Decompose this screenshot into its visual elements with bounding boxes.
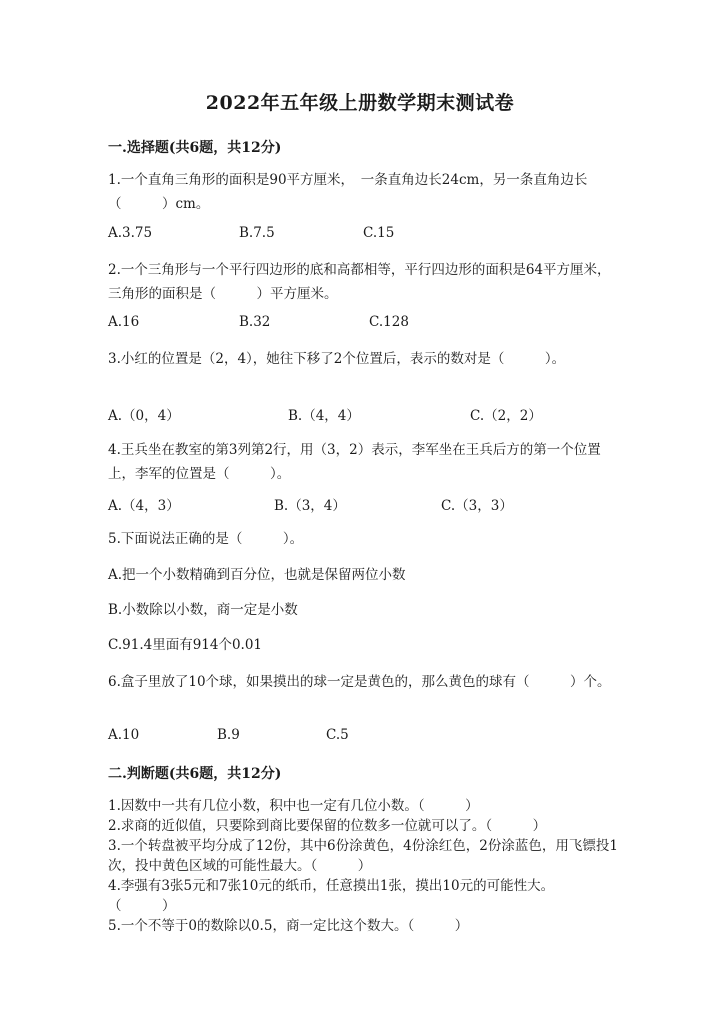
question-5-option-b: B.小数除以小数，商一定是小数 [108,602,298,618]
judge-question-2: 2.求商的近似值，只要除到商比要保留的位数多一位就可以了。（ ） [108,818,547,834]
section-heading-judge: 二.判断题(共6题，共12分) [108,766,282,782]
section-heading-choice: 一.选择题(共6题，共12分) [108,140,282,156]
judge-question-5: 5.一个不等于0的数除以0.5，商一定比这个数大。（ ） [108,918,469,934]
question-2: 2.一个三角形与一个平行四边形的底和高都相等，平行四边形的面积是64平方厘米，三角形的面积是（ ）平方厘米。 [108,262,611,302]
option-c: C.15 [363,225,395,241]
option-a: A.16 [108,314,140,330]
question-6: 6.盒子里放了10个球，如果摸出的球一定是黄色的，那么黄色的球有（ ）个。 [108,674,611,690]
judge-question-3: 3.一个转盘被平均分成了12份，其中6份涂黄色，4份涂红色，2份涂蓝色，用飞镖投1次，投中黄色区域的可能性最大。（ ） [108,838,618,874]
question-4: 4.王兵坐在教室的第3列第2行，用（3，2）表示，李军坐在王兵后方的第一个位置上，李军的位置是（ ）。 [108,442,601,482]
option-b: B.（4，4） [288,408,360,424]
question-1-options [108,225,628,245]
option-b: B.32 [239,314,271,330]
option-c: C.（3，3） [441,498,513,514]
option-c: C.5 [326,727,349,743]
page-title: 2022年五年级上册数学期末测试卷 [205,92,515,114]
question-5: 5.下面说法正确的是（ ）。 [108,531,304,547]
option-b: B.7.5 [239,225,275,241]
question-3-options [108,404,628,424]
question-6-options [108,727,628,747]
question-5-option-a: A.把一个小数精确到百分位，也就是保留两位小数 [108,567,406,583]
question-4-options [108,494,628,514]
question-1: 1.一个直角三角形的面积是90平方厘米， 一条直角边长24cm，另一条直角边长（ ）cm。 [108,172,588,212]
option-a: A.（0，4） [108,408,180,424]
option-a: A.3.75 [108,225,153,241]
option-a: A.10 [108,727,140,743]
judge-question-1: 1.因数中一共有几位小数，积中也一定有几位小数。（ ） [108,798,479,814]
option-b: B.9 [217,727,240,743]
question-2-options [108,314,628,334]
option-b: B.（3，4） [274,498,346,514]
option-c: C.128 [369,314,409,330]
question-5-option-c: C.91.4里面有914个0.01 [108,637,263,653]
question-3: 3.小红的位置是（2，4），她往下移了2个位置后，表示的数对是（ ）。 [108,351,566,367]
option-c: C.（2，2） [470,408,542,424]
option-a: A.（4，3） [108,498,180,514]
judge-question-4: 4.李强有3张5元和7张10元的纸币，任意摸出1张，摸出10元的可能性大。 （ ） [108,878,575,914]
